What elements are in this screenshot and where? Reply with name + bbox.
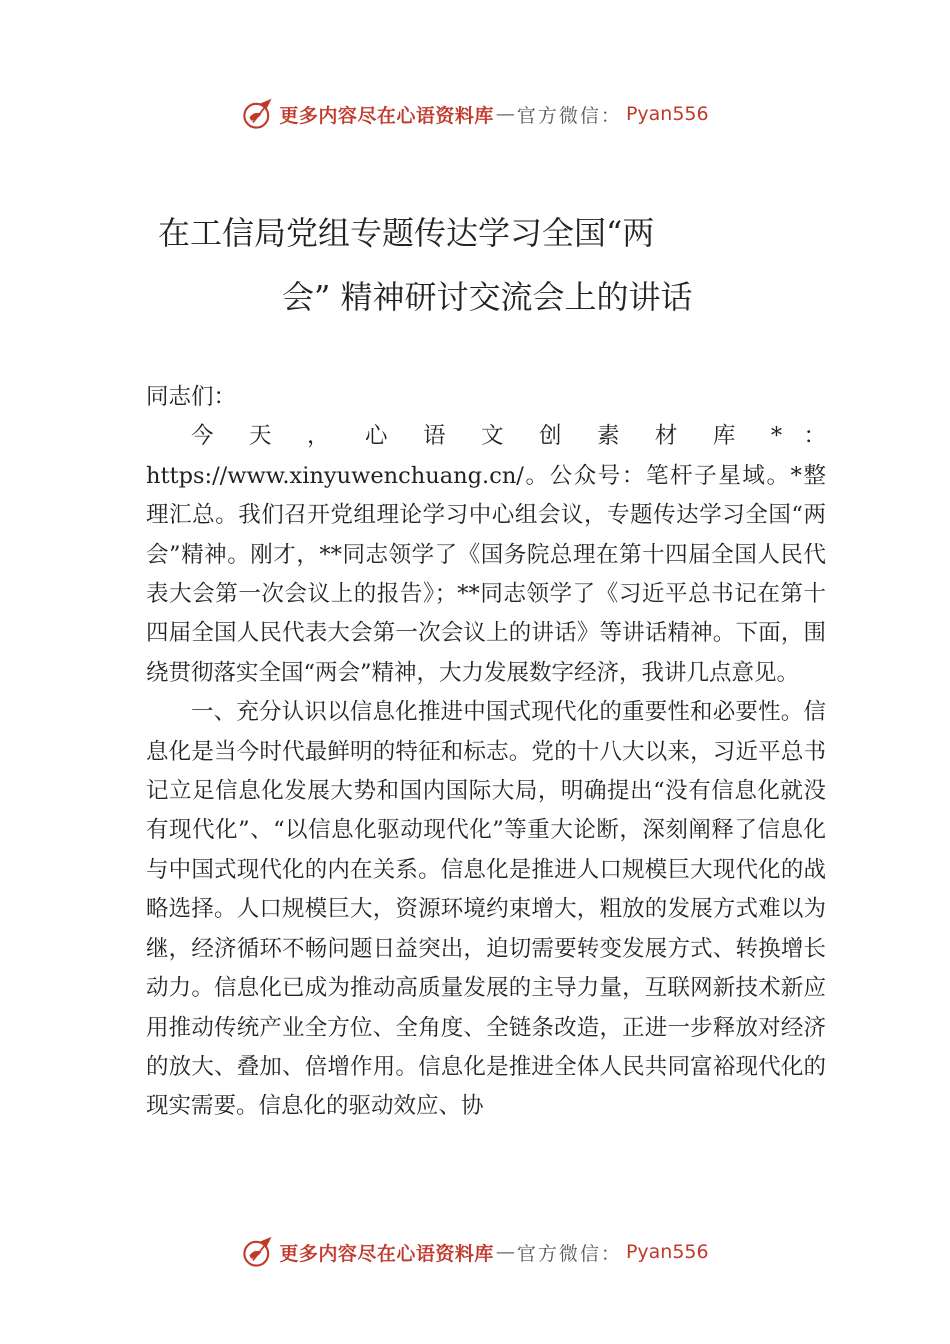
document-body [146,378,826,1127]
paragraph-1: 今 天 ， 心 语 文 创 素 材 库 * ： https://www.xinyuwenchuang.cn/。公众号：笔杆子星域。*整理汇总。我们召开党组理论学习中心组会议，专题传达学习全国“两会”精神。刚才，**同志领学了《国务院总理在第十四届全国人民代表大会第一次会议上的报告》；**同志领学了《习近平总书记在第十四届全国人民代表大会第一次会议上的讲话》等讲话精神。下面，围绕贯彻落实全国“两会”精神，大力发展数字经济，我讲几点意见。 [146,423,826,686]
brush-logo-icon [241,1235,275,1269]
header-banner [0,94,950,134]
salutation: 同志们： [146,384,237,410]
footer-banner [0,1232,950,1272]
banner-wechat-label: 官方微信： [516,1242,622,1265]
banner-dash: — [495,1241,515,1263]
document-title-line-2: 会” 精神研讨交流会上的讲话 [282,278,693,316]
banner-wechat-label: 官方微信： [516,104,622,127]
brush-logo-icon [241,97,275,131]
banner-site-name: 更多内容尽在心语资料库 [279,1242,494,1265]
paragraph-2: 一、充分认识以信息化推进中国式现代化的重要性和必要性。信息化是当今时代最鲜明的特征和标志。党的十八大以来，习近平总书记立足信息化发展大势和国内国际大局，明确提出“没有信息化就没有现代化”、“以信息化驱动现代化”等重大论断，深刻阐释了信息化与中国式现代化的内在关系。信息化是推进人口规模巨大现代化的战略选择。人口规模巨大，资源环境约束增大，粗放的发展方式难以为继，经济循环不畅问题日益突出，迫切需要转变发展方式、转换增长动力。信息化已成为推动高质量发展的主导力量，互联网新技术新应用推动传统产业全方位、全角度、全链条改造，正进一步释放对经济的放大、叠加、倍增作用。信息化是推进全体人民共同富裕现代化的现实需要。信息化的驱动效应、协 [146,699,826,1120]
banner-site-name: 更多内容尽在心语资料库 [279,104,494,127]
document-title-line-1: 在工信局党组专题传达学习全国“两 [158,214,655,252]
banner-wechat-id: Pyan556 [625,1241,709,1263]
banner-wechat-id: Pyan556 [625,103,709,125]
banner-dash: — [495,103,515,125]
